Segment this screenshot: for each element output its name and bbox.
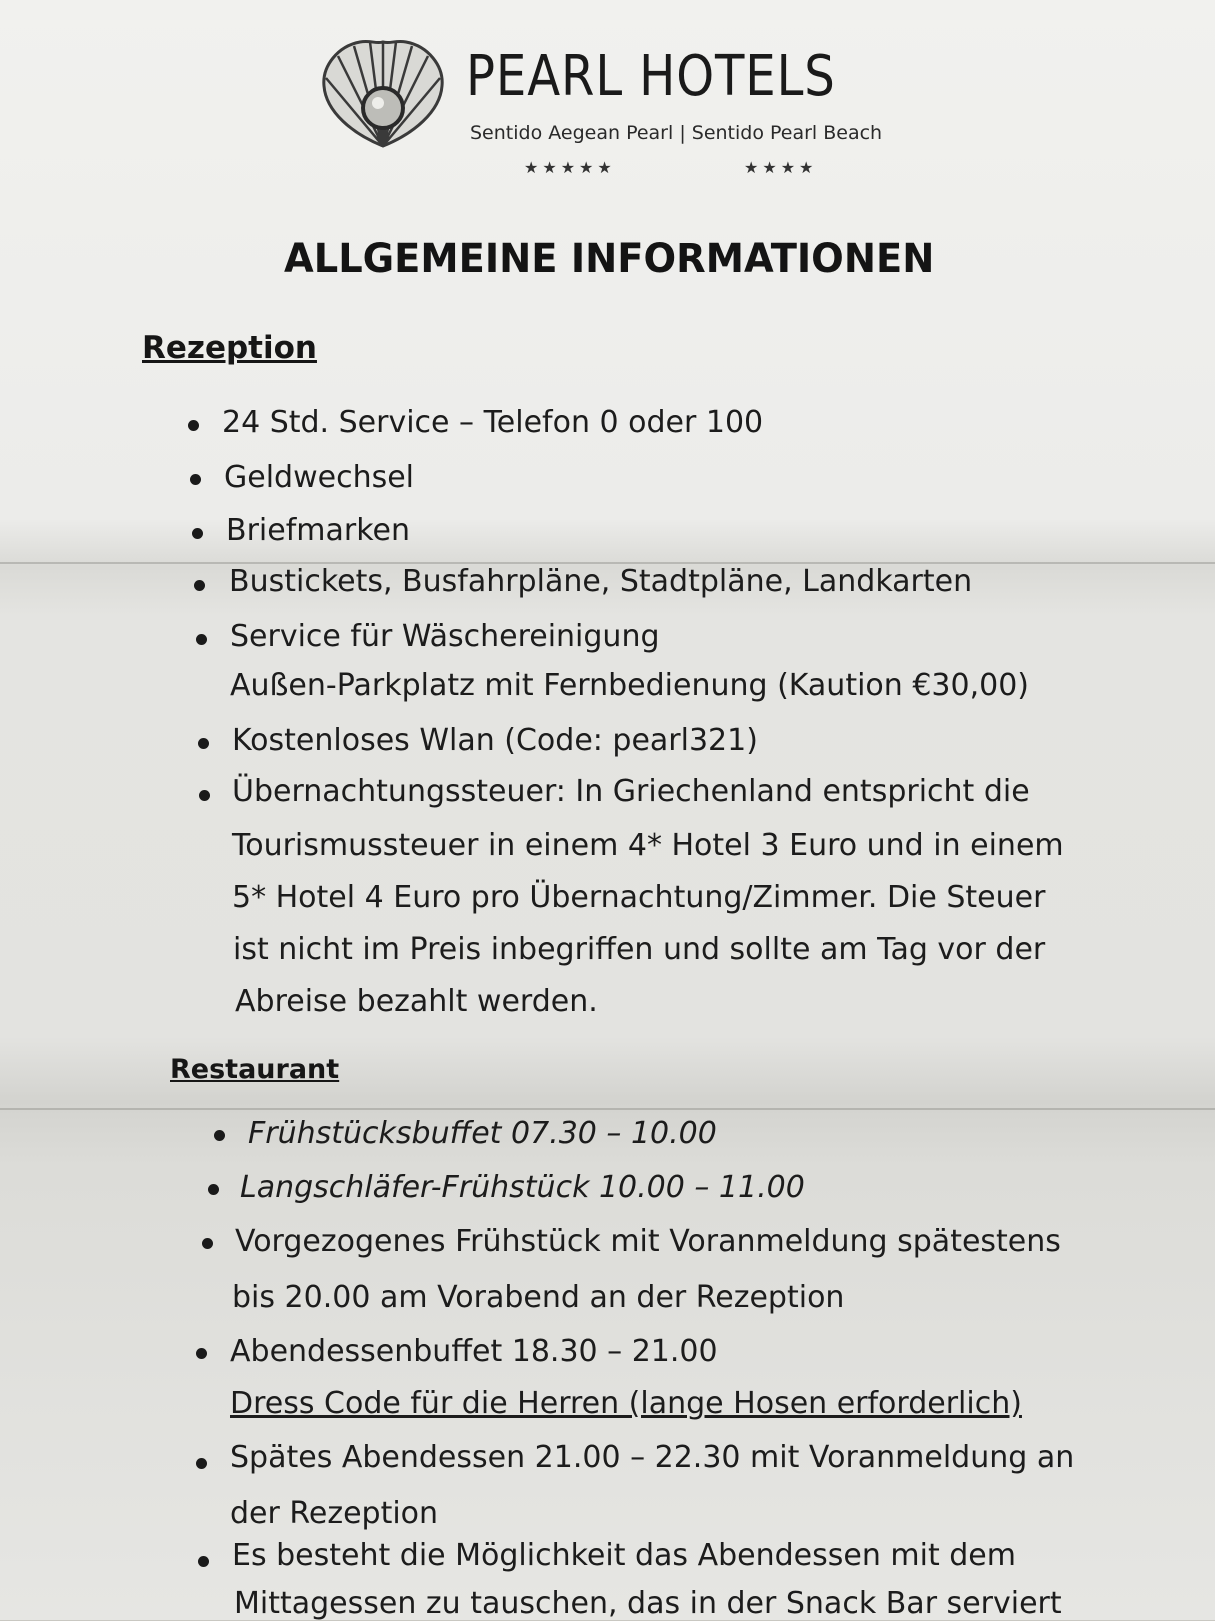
pearl-shell-icon — [318, 34, 448, 154]
page-title: ALLGEMEINE INFORMATIONEN — [284, 236, 935, 282]
section-heading-restaurant: Restaurant — [170, 1054, 340, 1085]
list-item-continuation: ist nicht im Preis inbegriffen und sollte am Tag vor der — [233, 932, 1046, 967]
list-item-continuation: 5* Hotel 4 Euro pro Übernachtung/Zimmer. Die Steuer — [232, 880, 1046, 915]
section-heading-rezeption: Rezeption — [142, 330, 317, 366]
bullet-icon — [194, 580, 205, 591]
list-item-continuation: bis 20.00 am Vorabend an der Rezeption — [232, 1280, 845, 1315]
list-item-continuation: Tourismussteuer in einem 4* Hotel 3 Euro und in einem — [232, 828, 1064, 863]
bullet-icon — [196, 1348, 207, 1359]
list-item-continuation: Außen-Parkplatz mit Fernbedienung (Kaution €30,00) — [230, 668, 1029, 703]
list-item: Service für Wäschereinigung — [230, 619, 660, 654]
list-item: Übernachtungssteuer: In Griechenland entspricht die — [232, 774, 1030, 809]
list-item: Geldwechsel — [224, 460, 415, 495]
list-item: Bustickets, Busfahrpläne, Stadtpläne, Landkarten — [229, 564, 973, 599]
bullet-icon — [190, 474, 201, 485]
bullet-icon — [208, 1184, 219, 1195]
list-item: Es besteht die Möglichkeit das Abendessen mit dem — [232, 1538, 1016, 1573]
list-item-continuation: Mittagessen zu tauschen, das in der Snack Bar serviert — [234, 1586, 1062, 1621]
hotel-logo — [318, 30, 883, 190]
list-item-continuation: Abreise bezahlt werden. — [235, 984, 598, 1019]
bullet-icon — [192, 528, 203, 539]
bullet-icon — [188, 420, 199, 431]
paper-fold — [0, 1108, 1215, 1110]
bullet-icon — [214, 1130, 225, 1141]
beach-stars: ★★★★ — [744, 158, 818, 177]
list-item: Langschläfer-Frühstück 10.00 – 11.00 — [240, 1170, 805, 1205]
bullet-icon — [199, 790, 210, 801]
list-item: Spätes Abendessen 21.00 – 22.30 mit Voranmeldung an — [230, 1440, 1075, 1475]
bullet-icon — [196, 1458, 207, 1469]
bullet-icon — [196, 634, 207, 645]
list-item: 24 Std. Service – Telefon 0 oder 100 — [222, 405, 764, 440]
list-item-continuation: der Rezeption — [230, 1496, 439, 1531]
brand-name: PEARL HOTELS — [466, 44, 836, 109]
aegean-stars: ★★★★★ — [524, 158, 616, 177]
list-item: Abendessenbuffet 18.30 – 21.00 — [230, 1334, 718, 1369]
list-item: Briefmarken — [226, 513, 410, 548]
bullet-icon — [198, 738, 209, 749]
dress-code-note: Dress Code für die Herren (lange Hosen erforderlich) — [230, 1386, 1022, 1421]
bullet-icon — [198, 1556, 209, 1567]
list-item: Kostenloses Wlan (Code: pearl321) — [232, 723, 758, 758]
bullet-icon — [202, 1238, 213, 1249]
list-item: Vorgezogenes Frühstück mit Voranmeldung spätestens — [235, 1224, 1061, 1259]
brand-subtitle: Sentido Aegean Pearl | Sentido Pearl Beach — [470, 122, 883, 144]
list-item: Frühstücksbuffet 07.30 – 10.00 — [248, 1116, 717, 1151]
